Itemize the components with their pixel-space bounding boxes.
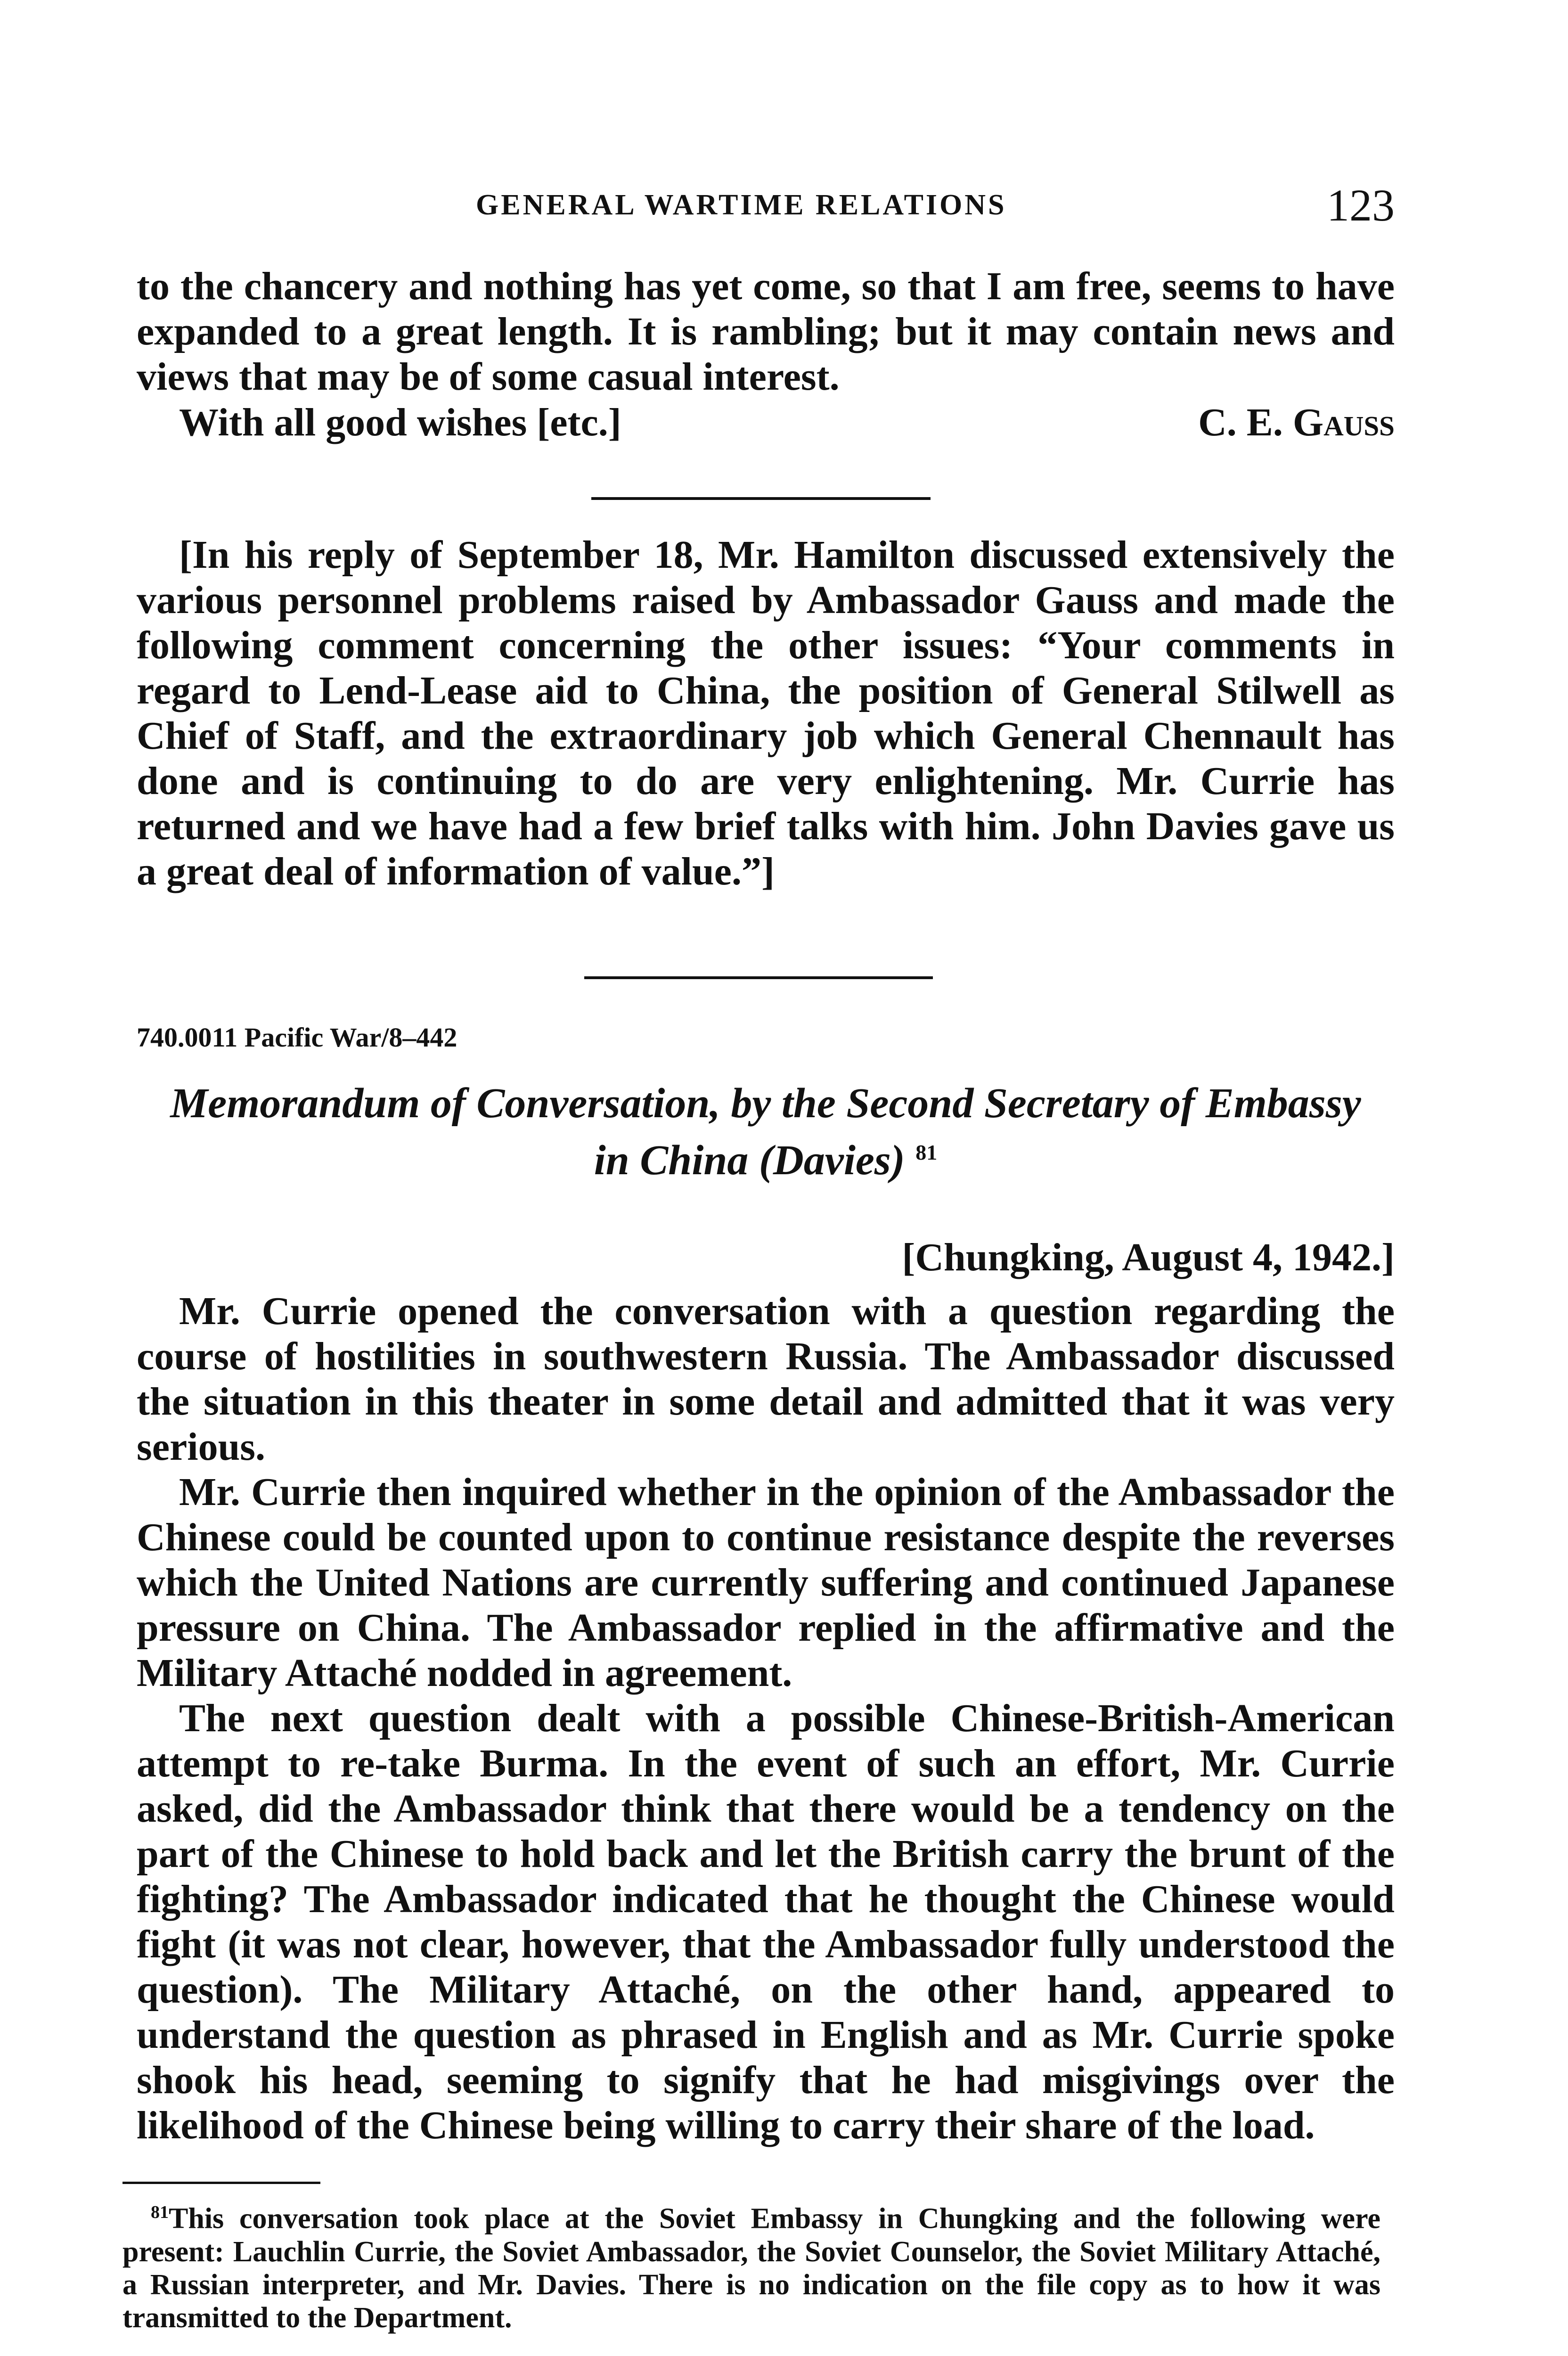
footnote-reference: 81	[915, 1140, 938, 1164]
memorandum-paragraph: The next question dealt with a possible Chinese-British-American attempt to re-take Burma. In the event of such an effort, Mr. Currie asked, did the Ambassador think that there would be a tendency on the part of the Chinese to hold back and let the British carry the brunt of the fighting? The Ambassador indicated that he thought the Chinese would fight (it was not clear, however, that the Ambassador fully understood the question). The Military Attaché, on the other hand, appeared to understand the question as phrased in English and as Mr. Currie spoke shook his head, seeming to signify that he had misgivings over the likelihood of the Chinese being willing to carry their share of the load.	[137, 1696, 1395, 2147]
memorandum-body	[137, 1289, 1395, 2148]
document-title-line2: in China (Davies)	[594, 1137, 905, 1184]
footnote-text: This conversation took place at the Soviet Embassy in Chungking and the following were present: Lauchlin Currie, the Soviet Ambassador, the Soviet Counselor, the Soviet Military Attaché, a Russian interpreter, and Mr. Davies. There is no indication on the file copy as to how it was transmitted to the Department.	[122, 2202, 1380, 2334]
document-title	[137, 1079, 1395, 1185]
editorial-note: [In his reply of September 18, Mr. Hamilton discussed extensively the various personnel problems raised by Ambassador Gauss and made the following comment concerning the other issues: “Your comments in regard to Lend-Lease aid to China, the position of General Stilwell as Chief of Staff, and the extraordinary job which General Chennault has done and is continuing to do are very enlightening. Mr. Currie has returned and we have had a few brief talks with him. John Davies gave us a great deal of information of value.”]	[137, 533, 1395, 893]
memorandum-paragraph: Mr. Currie then inquired whether in the opinion of the Ambassador the Chinese could be counted upon to continue resistance despite the reverses which the United Nations are currently suffering and continued Japanese pressure on China. The Ambassador replied in the affirmative and the Military Attaché nodded in agreement.	[137, 1470, 1395, 1695]
letter-signer: C. E. Gauss	[1198, 401, 1395, 444]
page-header	[137, 179, 1395, 236]
footnote-rule	[122, 2182, 320, 2184]
letter-continuation-block	[137, 264, 1395, 447]
section-divider	[591, 497, 931, 500]
section-divider	[584, 976, 933, 979]
dateline: [Chungking, August 4, 1942.]	[902, 1235, 1395, 1279]
signature-line	[137, 400, 1395, 447]
footnote-marker: 81	[151, 2202, 169, 2222]
page-number: 123	[1327, 180, 1395, 230]
editorial-note-block	[137, 532, 1395, 894]
file-reference: 740.0011 Pacific War/8–442	[137, 1022, 457, 1053]
letter-closing: With all good wishes [etc.]	[179, 401, 621, 444]
footnote	[122, 2196, 1380, 2334]
document-title-line1: Memorandum of Conversation, by the Second Secretary of Embassy	[170, 1080, 1361, 1127]
letter-continuation: to the chancery and nothing has yet come, so that I am free, seems to have expanded to a great length. It is rambling; but it may contain news and views that may be of some casual interest.	[137, 264, 1395, 399]
memorandum-paragraph: Mr. Currie opened the conversation with a question regarding the course of hostilities in southwestern Russia. The Ambassador discussed the situation in this theater in some detail and admitted that it was very serious.	[137, 1289, 1395, 1469]
running-head: GENERAL WARTIME RELATIONS	[476, 189, 1007, 221]
